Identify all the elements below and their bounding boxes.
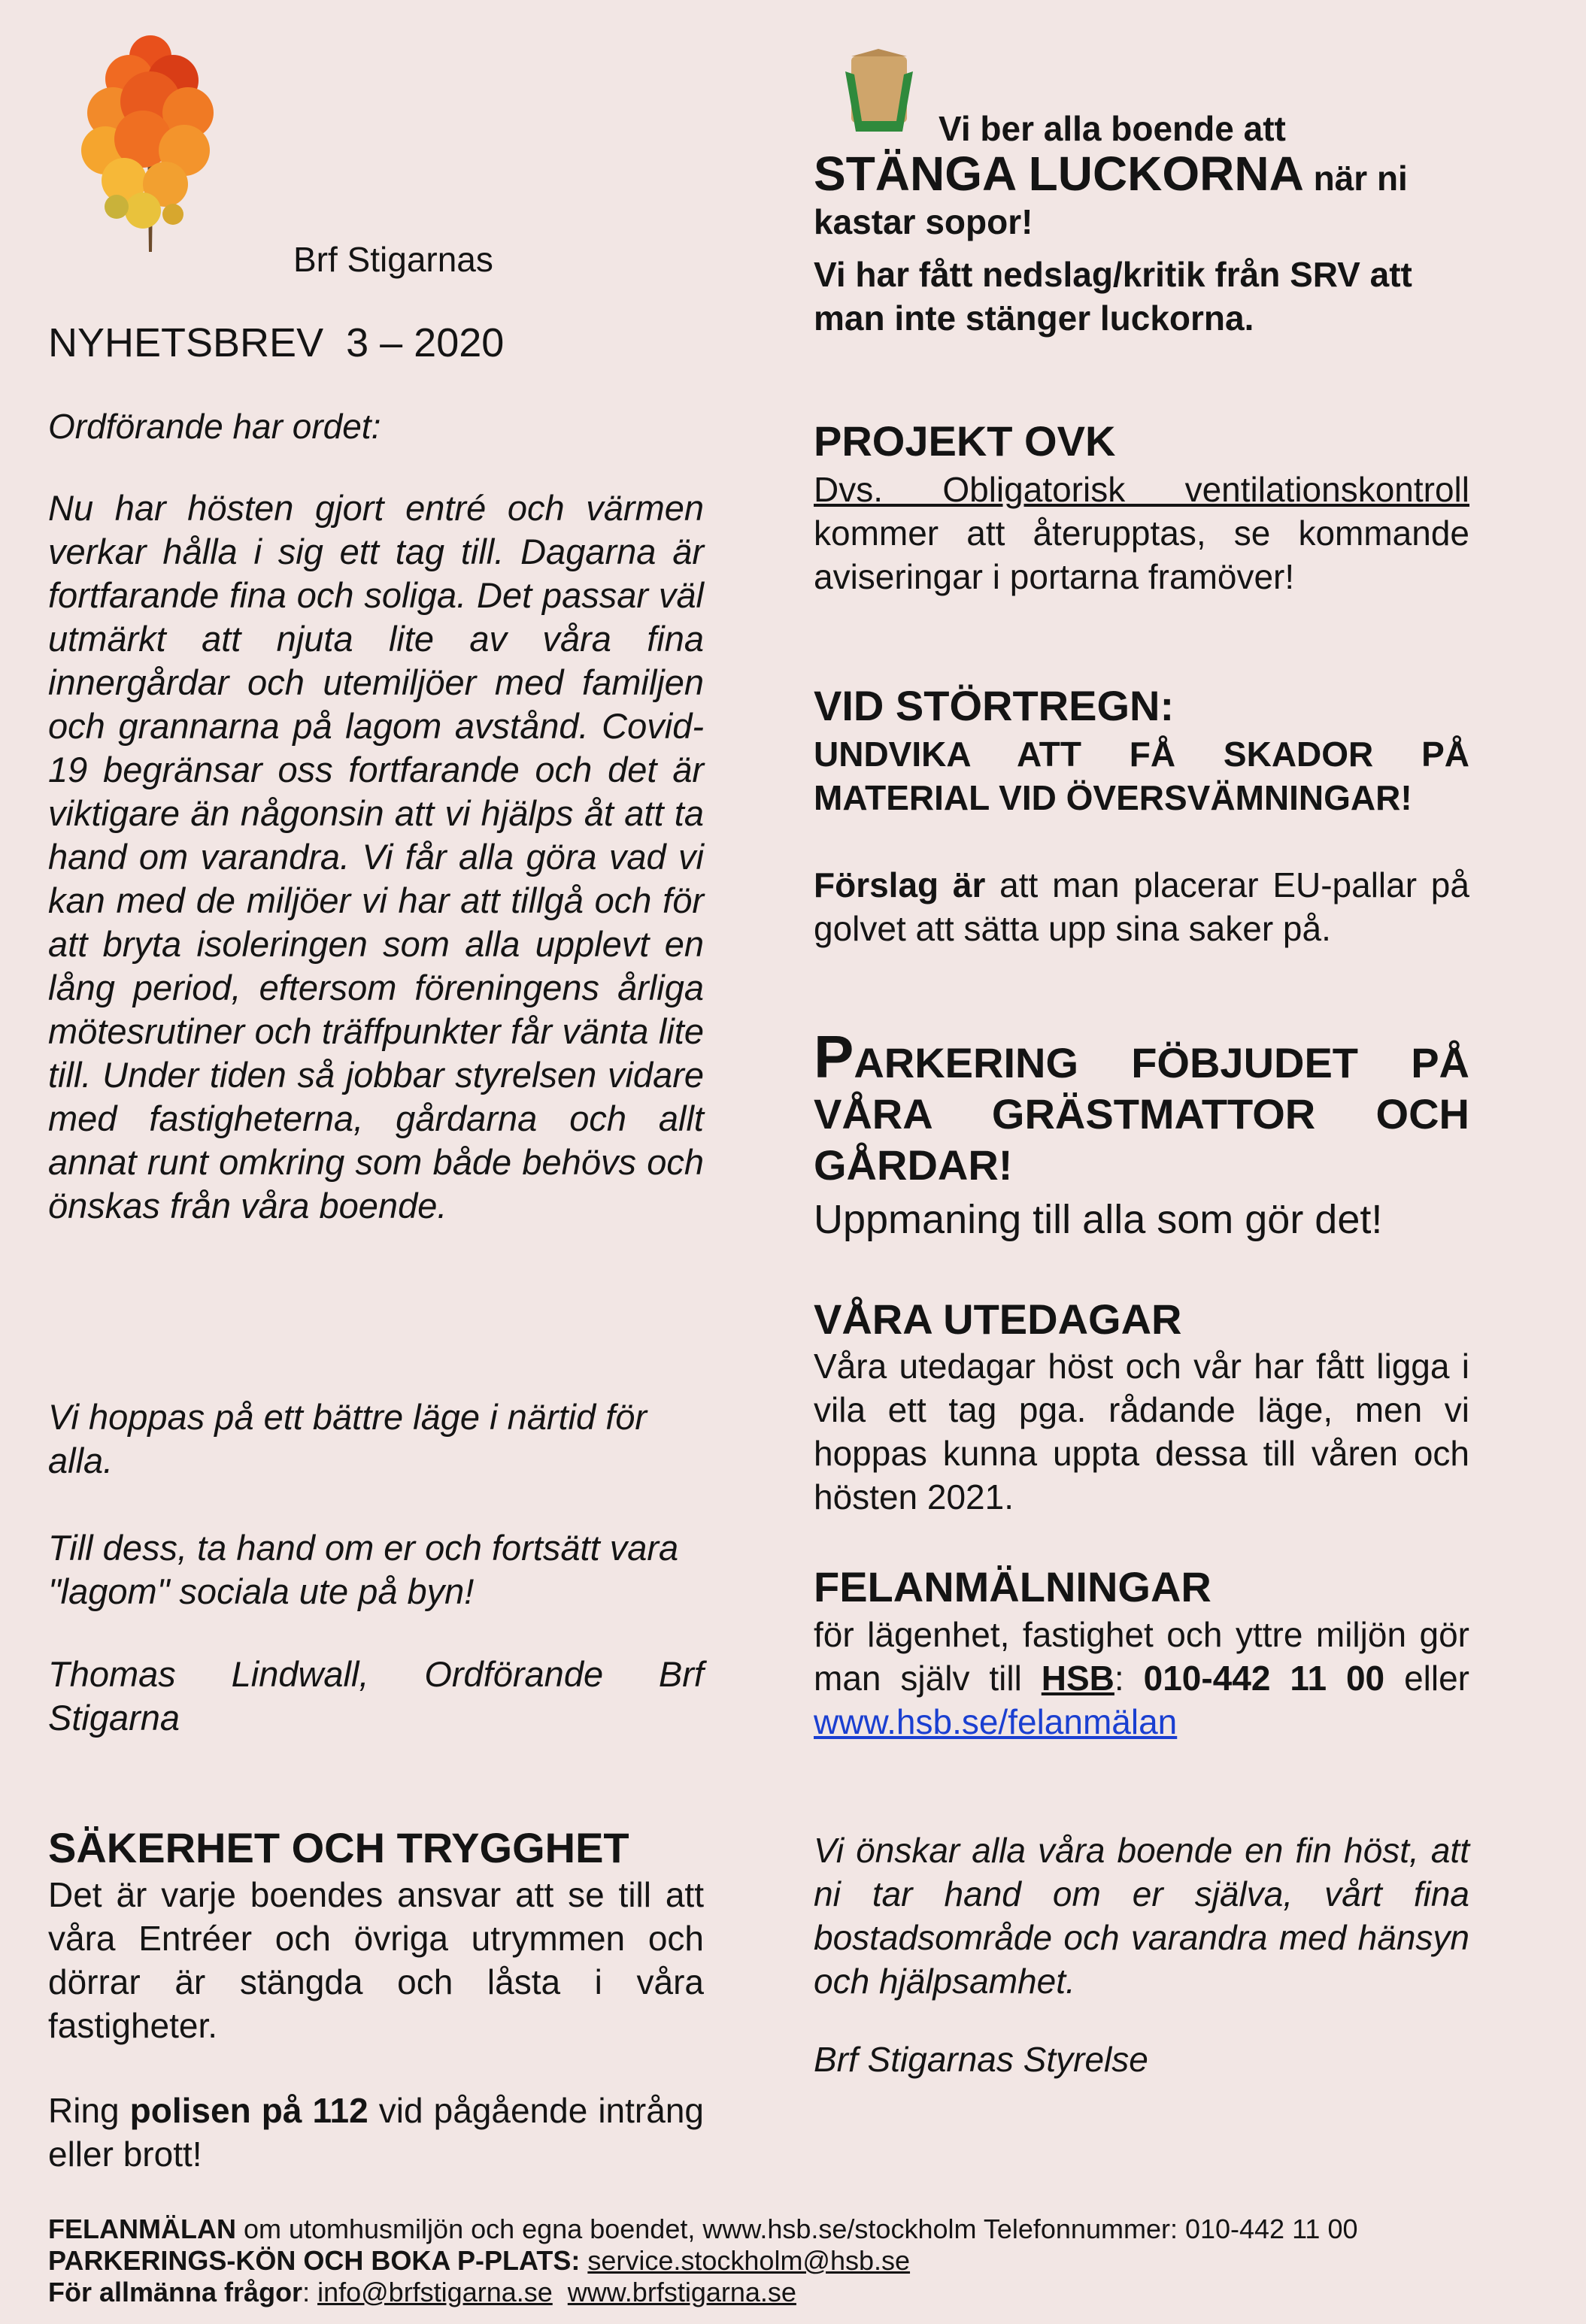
- garbage-notice-rest: när ni kastar sopor!: [814, 159, 1408, 241]
- chairman-signature: Thomas Lindwall, Ordförande Brf Stigarna: [48, 1654, 704, 1738]
- chairman-closing: Till dess, ta hand om er och fortsätt vara "lagom" sociala ute på byn!: [48, 1528, 679, 1611]
- newsletter-title: NYHETSBREV 3 – 2020: [48, 320, 505, 365]
- ovk-definition: Dvs. Obligatorisk ventilationskontroll: [814, 470, 1469, 509]
- parking-cap: P: [814, 1023, 854, 1090]
- garbage-intro: Vi ber alla boende att: [939, 109, 1286, 148]
- footer-line-fault-report: [48, 2213, 1552, 2245]
- storm-subheading: UNDVIKA ATT FÅ SKADOR PÅ MATERIAL VID ÖVERSVÄMNINGAR!: [814, 735, 1469, 817]
- footer-line-general: [48, 2277, 1552, 2308]
- greeting-signature: Brf Stigarnas Styrelse: [814, 2040, 1148, 2079]
- footer-general-colon: :: [302, 2277, 318, 2307]
- storm-suggestion: [814, 863, 1469, 950]
- parking-sub: Uppmaning till alla som gör det!: [814, 1197, 1383, 1242]
- footer-general-label: För allmänna frågor: [48, 2277, 303, 2307]
- chairman-hope: Vi hoppas på ett bättre läge i närtid för alla.: [48, 1397, 647, 1480]
- org-name: Brf Stigarnas: [293, 240, 493, 279]
- outdoor-heading: VÅRA UTEDAGAR: [814, 1295, 1182, 1343]
- footer-line-parking: [48, 2245, 1552, 2277]
- ovk-heading: PROJEKT OVK: [814, 417, 1116, 465]
- parking-email-link[interactable]: service.stockholm@hsb.se: [587, 2245, 911, 2276]
- police-pre: Ring: [48, 2091, 130, 2130]
- footer-fault-label: FELANMÄLAN: [48, 2213, 236, 2244]
- chairman-message: Nu har hösten gjort entré och värmen verkar hålla i sig ett tag till. Dagarna är fortfarande fina och soliga. Det passar väl utmärkt att njuta lite av våra fina innergårdar och utemiljöer med familjen och grannarna på lagom avstånd. Covid-19 begränsar oss fortfarande och det är viktigare än någonsin att vi hjälps åt att ta hand om varandra. Vi får alla göra vad vi kan med de miljöer vi har att tillgå och för att bryta isoleringen som alla upplevt en lång period, eftersom föreningens årliga mötesrutiner och träffpunkter får vänta lite till. Under tiden så jobbar styrelsen vidare med fastigheterna, gårdarna och allt annat runt omkring som både behövs och önskas från våra boende.: [48, 488, 704, 1226]
- faults-text: för lägenhet, fastighet och yttre miljön gör man själv till: [814, 1615, 1469, 1698]
- footer-parking-label: PARKERINGS-KÖN OCH BOKA P-PLATS:: [48, 2245, 581, 2276]
- storm-suggestion-text: att man placerar EU-pallar på golvet att sätta upp sina saker på.: [814, 865, 1469, 948]
- website-link[interactable]: www.brfstigarna.se: [567, 2277, 796, 2307]
- hsb-label: HSB: [1041, 1659, 1114, 1698]
- ovk-body: [814, 468, 1469, 598]
- parking-heading: [814, 1023, 1469, 1191]
- faults-body: [814, 1613, 1469, 1744]
- autumn-tree-icon: [60, 26, 241, 252]
- info-email-link[interactable]: info@brfstigarna.se: [317, 2277, 553, 2307]
- greeting-body: Vi önskar alla våra boende en fin höst, att ni tar hand om er själva, vårt fina bostadsområde och varandra med hänsyn och hjälpsamhet.: [814, 1831, 1469, 2001]
- storm-heading: VID STÖRTREGN:: [814, 682, 1175, 729]
- garbage-criticism: Vi har fått nedslag/kritik från SRV att man inte stänger luckorna.: [814, 255, 1412, 338]
- garbage-notice: [814, 149, 1490, 244]
- faults-heading: FELANMÄLNINGAR: [814, 1563, 1211, 1610]
- outdoor-body: Våra utedagar höst och vår har fått ligga i vila ett tag pga. rådande läge, men vi hoppas kunna uppta dessa till våren och hösten 2021.: [814, 1347, 1469, 1517]
- footer: [48, 2213, 1552, 2308]
- faults-colon: :: [1114, 1659, 1144, 1698]
- footer-fault-text: om utomhusmiljön och egna boendet, www.hsb.se/stockholm Telefonnummer: 010-442 11 00: [235, 2213, 1358, 2244]
- storm-suggestion-label: Förslag är: [814, 865, 986, 904]
- hsb-fault-report-link[interactable]: www.hsb.se/felanmälan: [814, 1702, 1178, 1741]
- garbage-bin-icon: [841, 49, 916, 135]
- safety-body: Det är varje boendes ansvar att se till att våra Entréer och övriga utrymmen och dörrar är stängda och låsta i våra fastigheter.: [48, 1875, 704, 2045]
- police-number: polisen på 112: [129, 2091, 368, 2130]
- ovk-text: kommer att återupptas, se kommande aviseringar i portarna framöver!: [814, 514, 1469, 596]
- hsb-phone: 010-442 11 00: [1143, 1659, 1385, 1698]
- safety-heading: SÄKERHET OCH TRYGGHET: [48, 1824, 629, 1871]
- chairman-intro: Ordförande har ordet:: [48, 407, 381, 446]
- close-hatches-text: STÄNGA LUCKORNA: [814, 147, 1304, 201]
- safety-police: [48, 2089, 704, 2176]
- police-post: vid pågående intrång eller brott!: [48, 2091, 704, 2174]
- faults-or: eller: [1384, 1659, 1470, 1698]
- parking-heading-text: ARKERING FÖBJUDET PÅ VÅRA GRÄSTMATTOR OCH GÅRDAR!: [814, 1039, 1469, 1189]
